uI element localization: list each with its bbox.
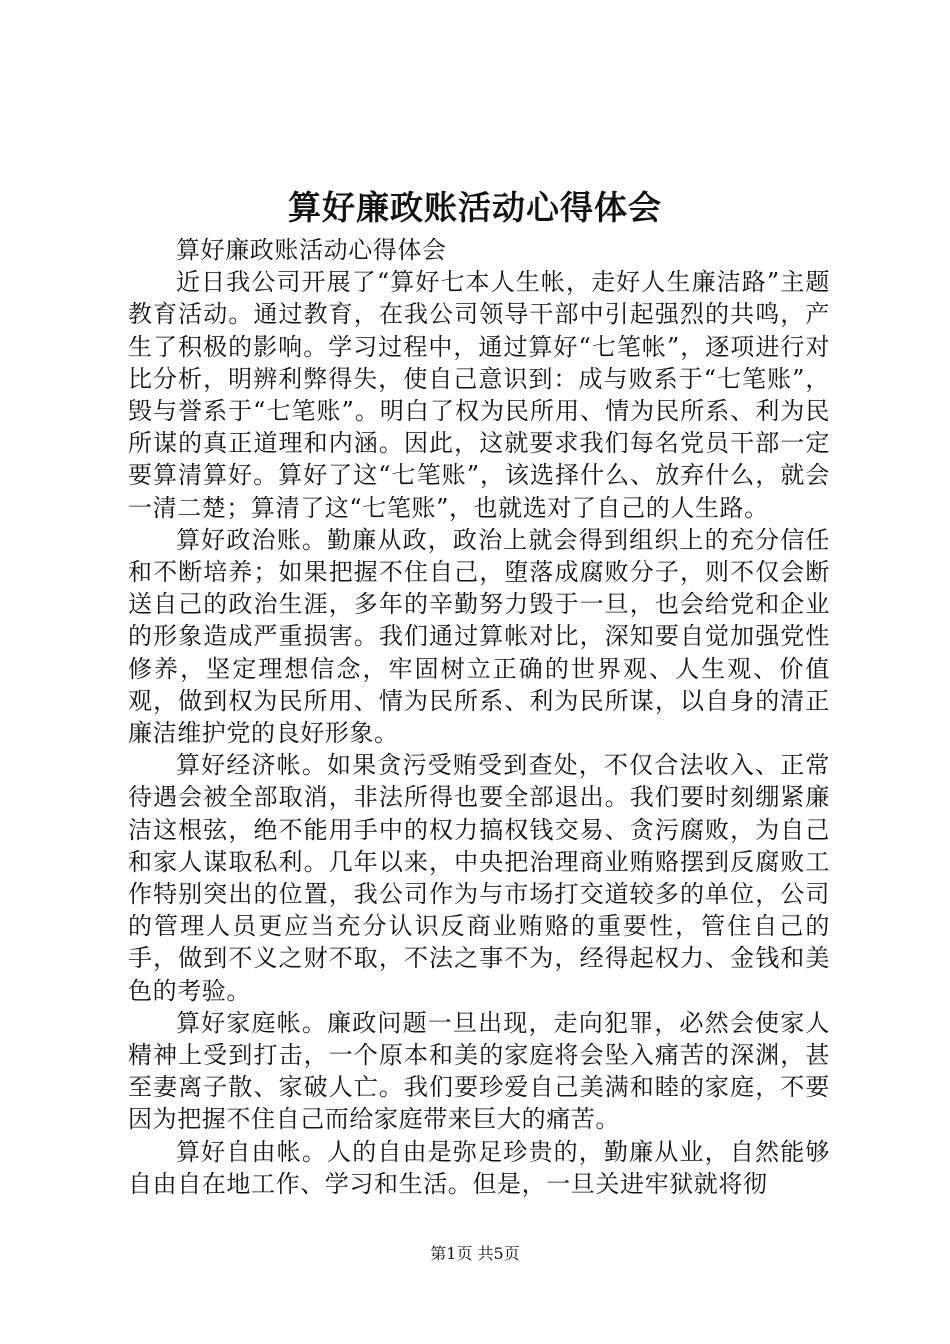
paragraph-economic-account: 算好经济帐。如果贪污受贿受到查处，不仅合法收入、正常待遇会被全部取消，非法所得也要全部退出。我们要时刻绷紧廉洁这根弦，绝不能用手中的权力搞权钱交易、贪污腐败，为自己和家人谋取私利。几年以来，中央把治理商业贿赂摆到反腐败工作特别突出的位置，我公司作为与市场打交道较多的单位，公司的管理人员更应当充分认识反商业贿赂的重要性，管住自己的手，做到不义之财不取，不法之事不为，经得起权力、金钱和美色的考验。: [128, 751, 830, 1005]
paragraph-intro: 近日我公司开展了“算好七本人生帐，走好人生廉洁路”主题教育活动。通过教育，在我公司领导干部中引起强烈的共鸣，产生了积极的影响。学习过程中，通过算好“七笔帐”，逐项进行对比分析，明辨利弊得失，使自己意识到：成与败系于“七笔账”，毁与誉系于“七笔账”。明白了权为民所用、情为民所系、利为民所谋的真正道理和内涵。因此，这就要求我们每名党员干部一定要算清算好。算好了这“七笔账”，该选择什么、放弃什么，就会一清二楚；算清了这“七笔账”，也就选对了自己的人生路。: [128, 268, 830, 522]
page-footer: 第1页 共5页: [430, 1244, 520, 1263]
paragraph-family-account: 算好家庭帐。廉政问题一旦出现，走向犯罪，必然会使家人精神上受到打击，一个原本和美的家庭将会坠入痛苦的深渊，甚至妻离子散、家破人亡。我们要珍爱自己美满和睦的家庭，不要因为把握不住自己而给家庭带来巨大的痛苦。: [128, 1008, 830, 1134]
paragraph-political-account: 算好政治账。勤廉从政，政治上就会得到组织上的充分信任和不断培养；如果把握不住自己，堕落成腐败分子，则不仅会断送自己的政治生涯，多年的辛勤努力毁于一旦，也会给党和企业的形象造成严重损害。我们通过算帐对比，深知要自觉加强党性修养，坚定理想信念，牢固树立正确的世界观、人生观、价值观，做到权为民所用、情为民所系、利为民所谋，以自身的清正廉洁维护党的良好形象。: [128, 525, 830, 748]
paragraph-freedom-account: 算好自由帐。人的自由是弥足珍贵的，勤廉从业，自然能够自由自在地工作、学习和生活。但是，一旦关进牢狱就将彻: [128, 1137, 830, 1198]
document-body: [128, 234, 830, 1200]
paragraph-heading: 算好廉政账活动心得体会: [176, 236, 447, 264]
document-title: 算好廉政账活动心得体会: [288, 188, 662, 227]
